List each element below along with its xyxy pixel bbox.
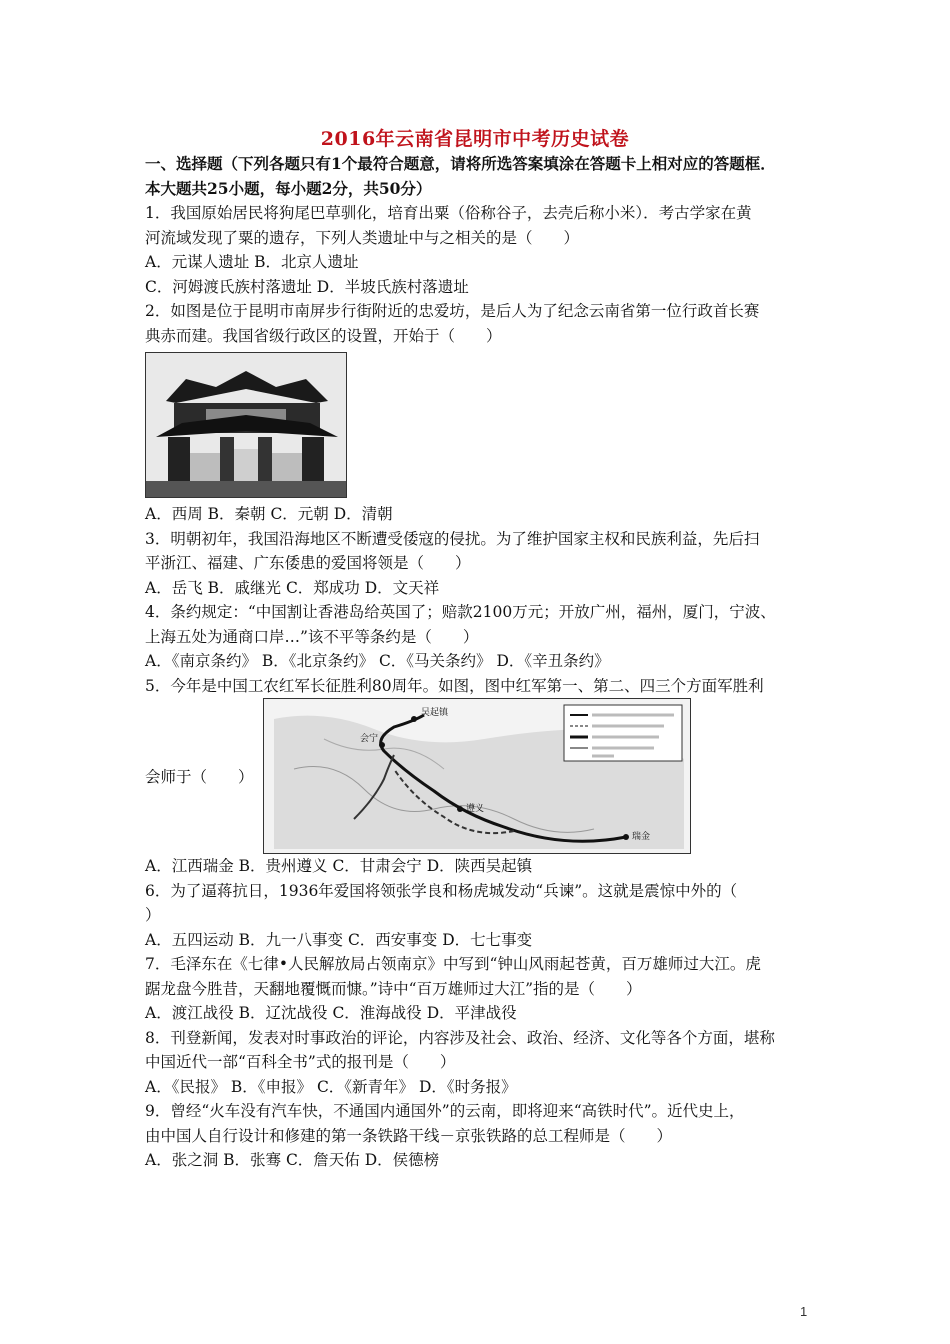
map-label-zunyi: 遵义 — [466, 804, 485, 814]
q3-options: A．岳飞 B．戚继光 C．郑成功 D．文天祥 — [145, 578, 440, 597]
q2-options: A．西周 B．秦朝 C．元朝 D．清朝 — [145, 505, 393, 523]
q4-stem-line1: 4．条约规定：“中国割让香港岛给英国了；赔款2100万元；开放广州，福州，厦门，宁波、 — [145, 603, 776, 621]
section-heading-line1: 一、选择题（下列各题只有1个最符合题意，请将所选答案填涂在答题卡上相对应的答题框． — [145, 154, 776, 173]
map-label-wuqi: 吴起镇 — [421, 708, 449, 718]
long-march-map — [263, 698, 691, 854]
archway-illustration — [146, 353, 346, 497]
q1-options-cd: C．河姆渡氏族村落遗址 D．半坡氏族村落遗址 — [145, 277, 469, 296]
q8-stem-line1: 8．刊登新闻，发表对时事政治的评论，内容涉及社会、政治、经济、文化等各个方面，堪称 — [145, 1028, 775, 1047]
q3-stem-line2: 平浙江、福建、广东倭患的爱国将领是（ ） — [145, 554, 471, 572]
q5-figure-row — [145, 698, 813, 854]
section-heading-line2: 本大题共25小题，每小题2分，共50分） — [145, 178, 432, 198]
q9-stem-line1: 9．曾经“火车没有汽车快，不通国内通国外”的云南，即将迎来“高铁时代”。近代史上， — [145, 1102, 745, 1120]
q6-stem-line1: 6．为了逼蒋抗日，1936年爱国将领张学良和杨虎城发动“兵谏”。这就是震惊中外的（ — [145, 881, 738, 900]
q2-stem-line2: 典赤而建。我国省级行政区的设置，开始于（ ） — [145, 326, 502, 345]
q4-options: A．《南京条约》 B．《北京条约》 C．《马关条约》 D．《辛丑条约》 — [145, 652, 610, 670]
q1-stem-line2: 河流域发现了粟的遗存，下列人类遗址中与之相关的是（ ） — [145, 228, 580, 247]
archway-photo — [145, 352, 347, 498]
exam-content — [145, 152, 813, 1173]
q8-stem-line2: 中国近代一部“百科全书”式的报刊是（ ） — [145, 1053, 456, 1071]
q6-stem-line2: ） — [145, 906, 161, 924]
q7-options: A．渡江战役 B．辽沈战役 C．淮海战役 D．平津战役 — [145, 1004, 517, 1022]
q6-options: A．五四运动 B．九一八事变 C．西安事变 D．七七事变 — [145, 930, 533, 949]
q5-stem-line2: 会师于（ ） — [145, 768, 254, 786]
q7-stem-line1: 7．毛泽东在《七律•人民解放局占领南京》中写到“钟山风雨起苍黄，百万雄师过大江。虎 — [145, 955, 761, 973]
q3-stem-line1: 3．明朝初年，我国沿海地区不断遭受倭寇的侵扰。为了维护国家主权和民族利益，先后扫 — [145, 529, 760, 548]
q5-options: A．江西瑞金 B．贵州遵义 C．甘肃会宁 D．陕西吴起镇 — [145, 857, 533, 875]
q5-stem-line1: 5．今年是中国工农红军长征胜利80周年。如图，图中红军第一、第二、四三个方面军胜利 — [145, 676, 764, 695]
q1-options-ab: A．元谋人遗址 B．北京人遗址 — [145, 253, 359, 271]
q9-options: A．张之洞 B．张骞 C．詹天佑 D．侯德榜 — [145, 1151, 440, 1169]
q4-stem-line2: 上海五处为通商口岸…”该不平等条约是（ ） — [145, 627, 479, 646]
q1-stem-line1: 1．我国原始居民将狗尾巴草驯化，培育出粟（俗称谷子，去壳后称小米）．考古学家在黄 — [145, 204, 752, 222]
page-number: 1 — [800, 1304, 808, 1319]
map-label-huining: 会宁 — [360, 734, 379, 744]
page-title: 2016年云南省昆明市中考历史试卷 — [320, 128, 630, 150]
q2-stem-line1: 2．如图是位于昆明市南屏步行街附近的忠爱坊，是后人为了纪念云南省第一位行政首长赛 — [145, 302, 760, 320]
map-label-ruijin: 瑞金 — [632, 832, 651, 842]
q8-options: A．《民报》 B．《申报》 C．《新青年》 D．《时务报》 — [145, 1077, 517, 1096]
long-march-map-illustration — [264, 699, 690, 853]
q7-stem-line2: 踞龙盘今胜昔，天翻地覆慨而慷。”诗中“百万雄师过大江”指的是（ ） — [145, 979, 642, 998]
q9-stem-line2: 由中国人自行设计和修建的第一条铁路干线－京张铁路的总工程师是（ ） — [145, 1126, 673, 1145]
